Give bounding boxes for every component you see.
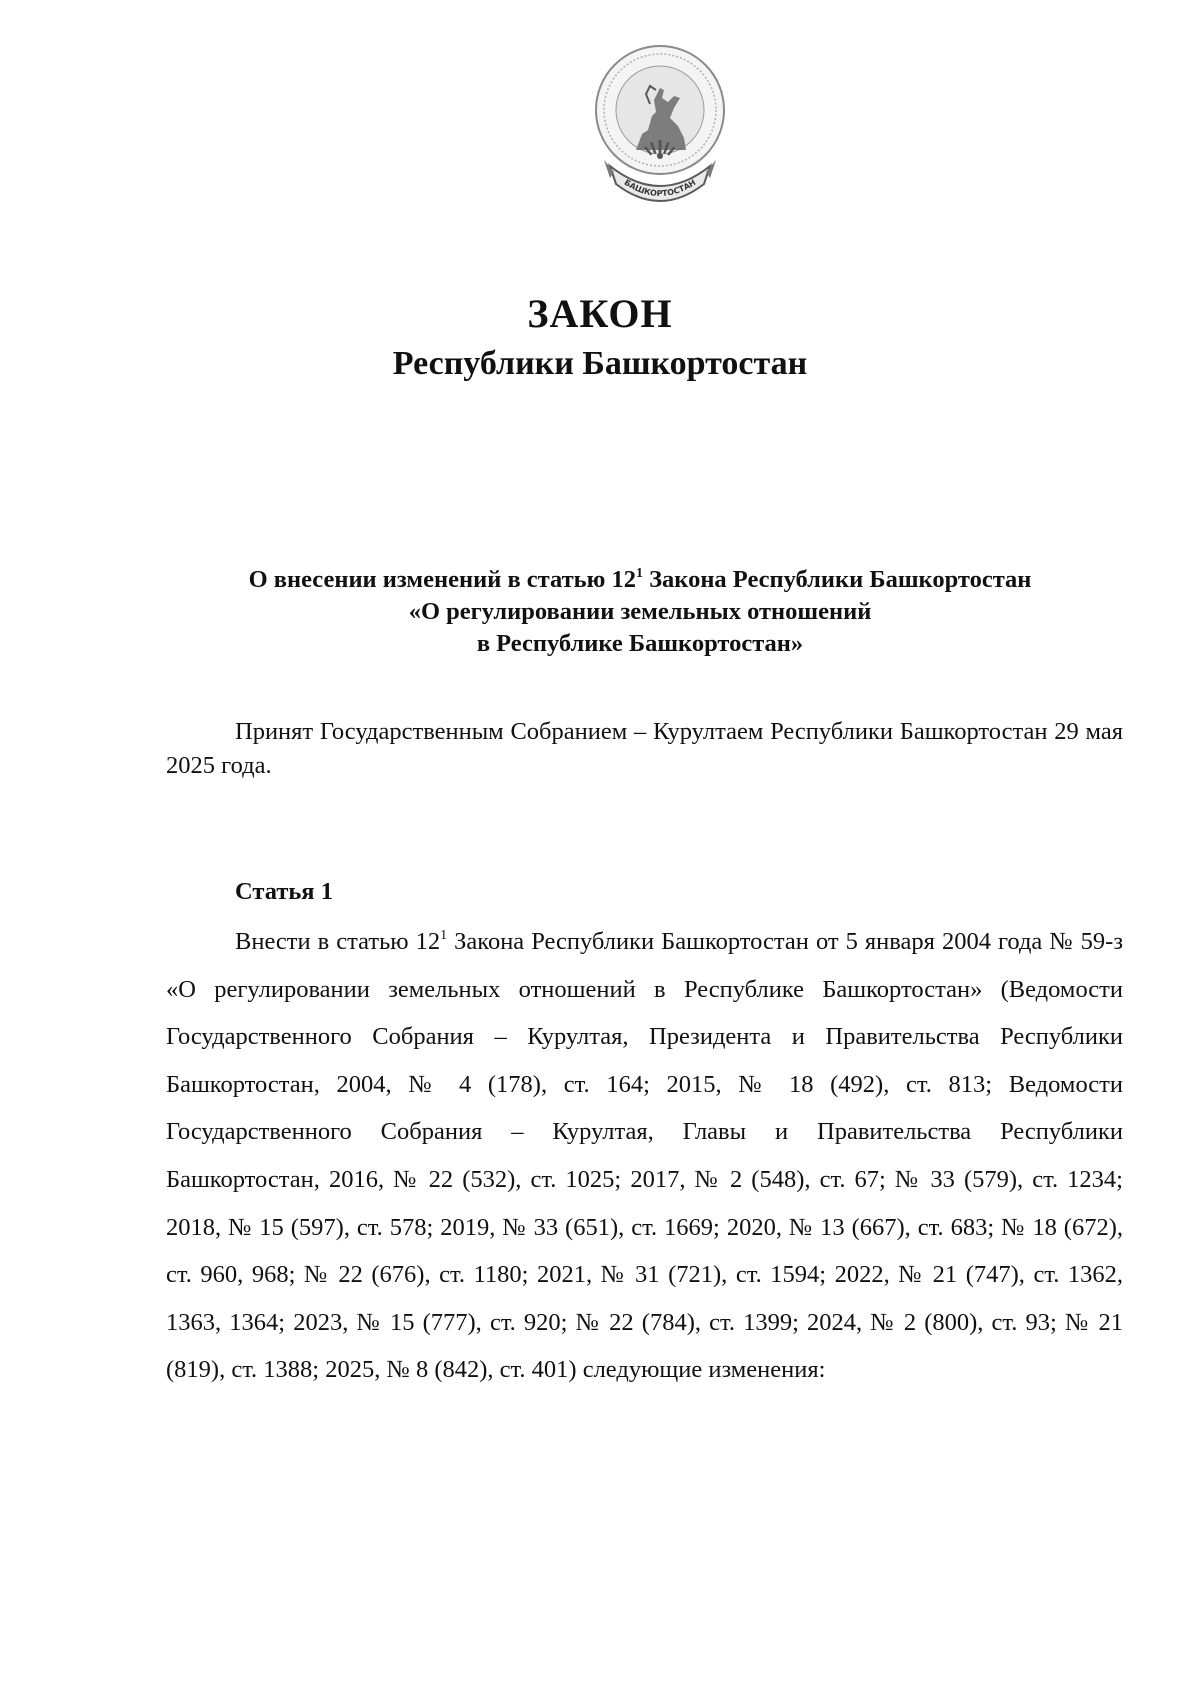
article-1-text-prefix: Внести в статью 12 — [235, 928, 441, 955]
subject-line2: «О регулировании земельных отношений — [408, 598, 872, 625]
article-1-text-suffix: Закона Республики Башкортостан от 5 января 2004 года № 59-з «О регулировании земельных отношений в Республике Башкортостан» (Ведомости Государственного Собрания – Курултая, Президента и Правительства Республики Башкортостан, 2004, № 4 (178), ст. 164; 2015, № 18 (492), ст. 813; Ведомости Государственного Собрания – Курултая, Главы и Правительства Республики Башкортостан, 2016, № 22 (532), ст. 1025; 2017, № 2 (548), ст. 67; № 33 (579), ст. 1234; 2018, № 15 (597), ст. 578; 2019, № 33 (651), ст. 1669; 2020, № 13 (667), ст. 683; № 18 (672), ст. 960, 968; № 22 (676), ст. 1180; 2021, № 31 (721), ст. 1594; 2022, № 21 (747), ст. 1362, 1363, 1364; 2023, № 15 (777), ст. 920; № 22 (784), ст. 1399; 2024, № 2 (800), ст. 93; № 21 (819), ст. 1388; 2025, № 8 (842), ст. 401) следующие изменения: — [166, 928, 1123, 1384]
article-1-body — [166, 918, 1123, 1394]
subject-line3: в Республике Башкортостан» — [476, 630, 804, 657]
document-issuer-title: Республики Башкортостан — [392, 345, 808, 382]
subject-line1-prefix: О внесении изменений в статью 12 — [248, 566, 636, 593]
subject-superscript: 1 — [635, 566, 643, 581]
adoption-statement: Принят Государственным Собранием – Курултаем Республики Башкортостан 29 мая 2025 года. — [166, 718, 1123, 779]
emblem-ribbon-text: БАШКОРТОСТАН — [622, 177, 698, 199]
coat-of-arms-icon — [590, 38, 730, 220]
article-1-superscript: 1 — [440, 928, 448, 943]
subject-line1-suffix: Закона Республики Башкортостан — [642, 566, 1032, 593]
article-1-heading: Статья 1 — [235, 878, 333, 905]
document-type-title: ЗАКОН — [527, 291, 673, 336]
law-subject-heading — [160, 564, 1120, 660]
